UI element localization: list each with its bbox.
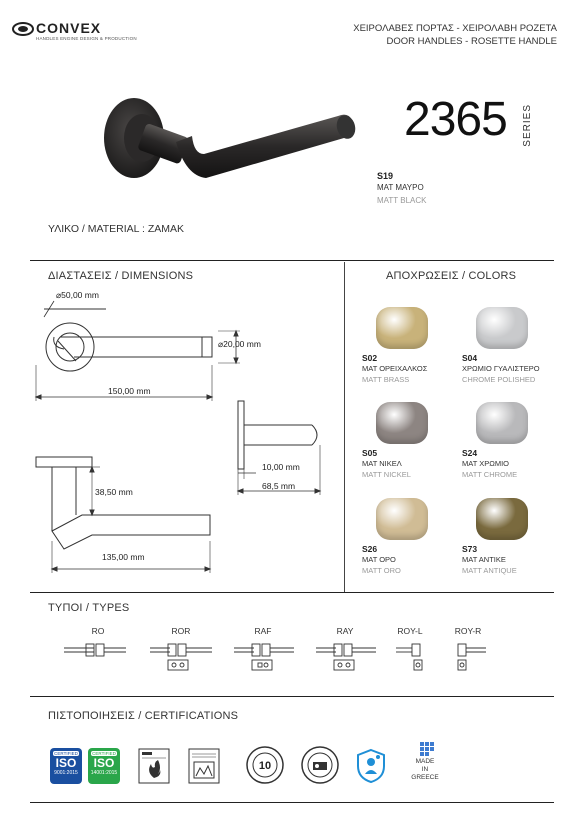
color-swatch-s02 (376, 307, 428, 349)
material-label: ΥΛΙΚΟ / MATERIAL : ZAMAK (48, 223, 185, 235)
type-label-raf: RAF (254, 626, 272, 636)
standard-certificate-icon (188, 748, 220, 784)
type-label-roy-r: ROY-R (454, 626, 482, 636)
fire-resistance-icon (138, 748, 170, 784)
logo-mark-icon (12, 22, 34, 36)
iso-14001-number: 14001:2015 (90, 770, 118, 776)
lever-diameter-label: ⌀20,00 mm (218, 339, 261, 349)
antibacterial-shield-icon (356, 748, 386, 784)
column-divider (344, 262, 345, 592)
header-title-english: DOOR HANDLES - ROSETTE HANDLE (386, 36, 557, 47)
color-swatch-s24 (476, 402, 528, 444)
type-roy-l-icon (396, 644, 422, 670)
finish-name-greek: ΜΑΤ ΜΑΥΡΟ (377, 183, 424, 192)
type-label-ray: RAY (336, 626, 354, 636)
rosette-diameter-label: ⌀50,00 mm (56, 290, 99, 300)
color-name-greek: ΜΑΤ ΟΡΟ (362, 555, 396, 564)
color-swatch-s73 (476, 498, 528, 540)
model-number: 2365 (404, 93, 507, 146)
color-code: S24 (462, 448, 478, 458)
made-in-line-2: IN (421, 766, 429, 773)
svg-text:10: 10 (258, 760, 272, 772)
color-code: S73 (462, 544, 478, 554)
color-name-greek: ΧΡΩΜΙΟ ΓΥΑΛΙΣΤΕΡΟ (462, 364, 540, 373)
ten-year-warranty-icon (245, 745, 285, 785)
iso-9001-top: CERTIFIED (54, 751, 78, 756)
convex-logo (12, 18, 152, 44)
lever-diameter-value: 20,00 mm (223, 339, 261, 349)
color-name-greek: ΜΑΤ ΑΝΤΙΚΕ (462, 555, 506, 564)
made-in-line-3: GREECE (411, 774, 439, 781)
color-name-english: CHROME POLISHED (462, 375, 536, 384)
rosette-depth-label: 10,00 mm (262, 462, 300, 472)
brand-tagline: HANDLES ENGINE DESIGN & PRODUCTION (36, 36, 137, 41)
finish-code: S19 (377, 171, 394, 181)
color-name-english: MATT ANTIQUE (462, 566, 517, 575)
color-code: S04 (462, 353, 478, 363)
header-title (353, 22, 557, 48)
made-in-line-1: MADE (415, 758, 435, 765)
iso-9001-number: 9001:2015 (54, 770, 78, 776)
type-label-roy-l: ROY-L (397, 626, 423, 636)
type-ray-icon (316, 644, 376, 670)
length-label: 150,00 mm (108, 386, 151, 396)
brand-name: CONVEX (36, 20, 102, 36)
color-name-greek: ΜΑΤ ΟΡΕΙΧΑΛΚΟΣ (362, 364, 428, 373)
product-photo (96, 92, 368, 192)
type-ror-icon (150, 644, 212, 670)
lock-certificate-icon (300, 745, 340, 785)
short-length-label: 135,00 mm (102, 552, 145, 562)
color-code: S05 (362, 448, 378, 458)
type-ro-icon (64, 644, 126, 656)
color-swatch-s26 (376, 498, 428, 540)
greek-flag-icon (420, 742, 434, 756)
dimensions-title: ΔΙΑΣΤΑΣΕΙΣ / DIMENSIONS (48, 270, 194, 282)
type-label-ror: ROR (171, 626, 191, 636)
made-in-greece-label (405, 758, 445, 782)
colors-title: ΑΠΟΧΡΩΣΕΙΣ / COLORS (386, 270, 517, 282)
iso-9001-label: ISO (55, 756, 77, 770)
iso-14001-top: CERTIFIED (92, 751, 116, 756)
certifications-title: ΠΙΣΤΟΠΟΙΗΣΕΙΣ / CERTIFICATIONS (48, 710, 239, 722)
types-diagrams (60, 640, 500, 672)
divider (30, 696, 554, 697)
color-swatch-s05 (376, 402, 428, 444)
type-label-ro: RO (91, 626, 105, 636)
offset-label: 38,50 mm (95, 487, 133, 497)
color-code: S02 (362, 353, 378, 363)
color-swatch-s04 (476, 307, 528, 349)
color-name-english: MATT NICKEL (362, 470, 411, 479)
rosette-diameter-value: 50,00 mm (61, 290, 99, 300)
projection-label: 68,5 mm (262, 481, 296, 491)
type-raf-icon (234, 644, 294, 670)
color-name-english: MATT ORO (362, 566, 401, 575)
color-code: S26 (362, 544, 378, 554)
types-title: ΤΥΠΟΙ / TYPES (48, 602, 130, 614)
iso-14001-badge (88, 748, 120, 784)
color-name-english: MATT BRASS (362, 375, 410, 384)
divider (30, 592, 554, 593)
header-title-greek: ΧΕΙΡΟΛΑΒΕΣ ΠΟΡΤΑΣ - ΧΕΙΡΟΛΑΒΗ ΡΟΖΕΤΑ (353, 23, 557, 34)
iso-14001-label: ISO (93, 756, 115, 770)
color-name-english: MATT CHROME (462, 470, 518, 479)
dimension-drawing (30, 285, 342, 585)
model-series: SERIES (522, 104, 533, 147)
divider (30, 260, 554, 261)
finish-name-english: MATT BLACK (377, 196, 427, 205)
type-roy-r-icon (458, 644, 486, 670)
iso-9001-badge (50, 748, 82, 784)
color-name-greek: ΜΑΤ ΝΙΚΕΛ (362, 459, 402, 468)
color-name-greek: ΜΑΤ ΧΡΩΜΙΟ (462, 459, 509, 468)
divider (30, 802, 554, 803)
